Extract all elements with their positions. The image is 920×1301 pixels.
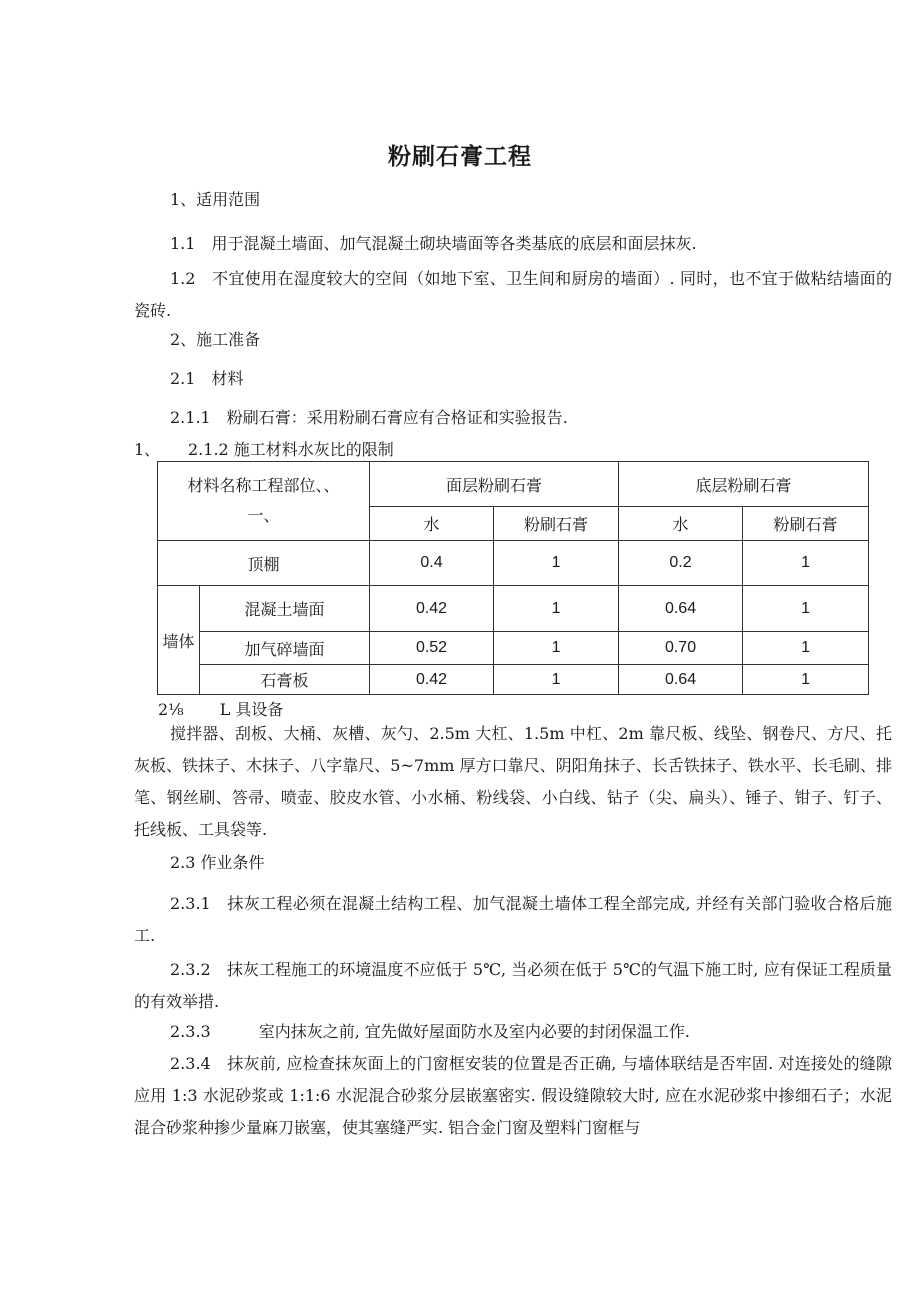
- table-row: [158, 586, 869, 632]
- table-row: [158, 541, 869, 586]
- tools-heading-text: L 具设备: [219, 700, 284, 719]
- page-title: 粉刷石膏工程: [388, 144, 532, 170]
- paragraph-2-3-1: 2.3.1 抹灰工程必须在混凝土结构工程、加气混凝土墙体工程全部完成, 并经有关部门验收合格后施工.: [134, 894, 892, 945]
- table-cell: 0.70: [619, 632, 743, 665]
- section-heading-scope: 1、适用范围: [170, 190, 261, 209]
- table-cell: 0.64: [619, 665, 743, 695]
- table-cell: 1: [494, 632, 619, 665]
- paragraph-1-2: 1.2 不宜使用在湿度较大的空间（如地下室、卫生间和厨房的墙面）. 同时，也不宜于做粘结墙面的瓷砖.: [134, 269, 892, 320]
- row-label: 混凝土墙面: [200, 586, 370, 632]
- paragraph-1-1: 1.1 用于混凝土墙面、加气混凝土砌块墙面等各类基底的底层和面层抹灰.: [170, 234, 697, 253]
- paragraph-2-1-1: 2.1.1 粉刷石膏：采用粉刷石膏应有合格证和实验报告.: [170, 408, 568, 427]
- water-ratio-table: [157, 461, 869, 695]
- table-cell: 1: [743, 665, 869, 695]
- table-cell: 0.42: [370, 586, 494, 632]
- paragraph-2-3-3: 2.3.3 室内抹灰之前, 宜先做好屋面防水及室内必要的封闭保温工作.: [170, 1022, 690, 1041]
- header-base-plaster-ratio: 粉刷石膏: [743, 507, 869, 541]
- table-caption-prefix: 1、: [134, 440, 161, 459]
- row-label: 顶棚: [158, 541, 370, 586]
- row-label: 加气碎墙面: [200, 632, 370, 665]
- header-base-plaster: 底层粉刷石膏: [619, 462, 869, 507]
- table-caption: 2.1.2 施工材料水灰比的限制: [188, 440, 394, 459]
- section-heading-preparation: 2、施工准备: [170, 330, 261, 349]
- header-face-plaster-ratio: 粉刷石膏: [494, 507, 619, 541]
- subheading-materials: 2.1 材料: [170, 369, 244, 388]
- table-cell: 1: [743, 541, 869, 586]
- table-cell: 0.64: [619, 586, 743, 632]
- header-base-water: 水: [619, 507, 743, 541]
- table-cell: 0.52: [370, 632, 494, 665]
- table-cell: 1: [494, 541, 619, 586]
- table-row: [158, 665, 869, 695]
- row-label: 石膏板: [200, 665, 370, 695]
- header-face-plaster: 面层粉刷石膏: [370, 462, 619, 507]
- paragraph-2-3-4: 2.3.4 抹灰前, 应检查抹灰面上的门窗框安装的位置是否正确, 与墙体联结是否牢固. 对连接处的缝隙应用 1:3 水泥砂浆或 1:1:6 水泥混合砂浆分层嵌塞密实. 假设缝隙较大时, 应在水泥砂浆中掺细石子；水泥混合砂浆种掺少量麻刀嵌塞，使其塞缝严实. 铝合金门窗及塑料门窗框与: [134, 1054, 892, 1137]
- tools-list: 搅拌器、刮板、大桶、灰槽、灰勺、2.5m 大杠、1.5m 中杠、2m 靠尺板、线坠、钢卷尺、方尺、托灰板、铁抹子、木抹子、八字靠尺、5~7mm 厚方口靠尺、阴阳角抹子、长舌铁抹子、铁水平、长毛刷、排笔、钢丝刷、答帚、喷壶、胶皮水管、小水桶、粉线袋、小白线、钻子（尖、扁头）、锤子、钳子、钉子、托线板、工具袋等.: [134, 724, 892, 839]
- table-cell: 1: [494, 586, 619, 632]
- paragraph-2-3-2: 2.3.2 抹灰工程施工的环境温度不应低于 5℃, 当必须在低于 5℃的气温下施工时, 应有保证工程质量的有效举措.: [134, 960, 892, 1011]
- table-row: [158, 632, 869, 665]
- table-cell: 1: [743, 632, 869, 665]
- table-cell: 1: [494, 665, 619, 695]
- tools-heading: [158, 697, 283, 720]
- tools-heading-number: 2⅛: [158, 700, 184, 719]
- table-cell: 0.2: [619, 541, 743, 586]
- header-face-water: 水: [370, 507, 494, 541]
- table-cell: 0.4: [370, 541, 494, 586]
- subheading-work-conditions: 2.3 作业条件: [170, 853, 265, 872]
- table-cell: 1: [743, 586, 869, 632]
- table-corner-header: 材料名称工程部位、、一、: [158, 462, 370, 541]
- wall-group-label: 墙体: [158, 586, 200, 695]
- table-cell: 0.42: [370, 665, 494, 695]
